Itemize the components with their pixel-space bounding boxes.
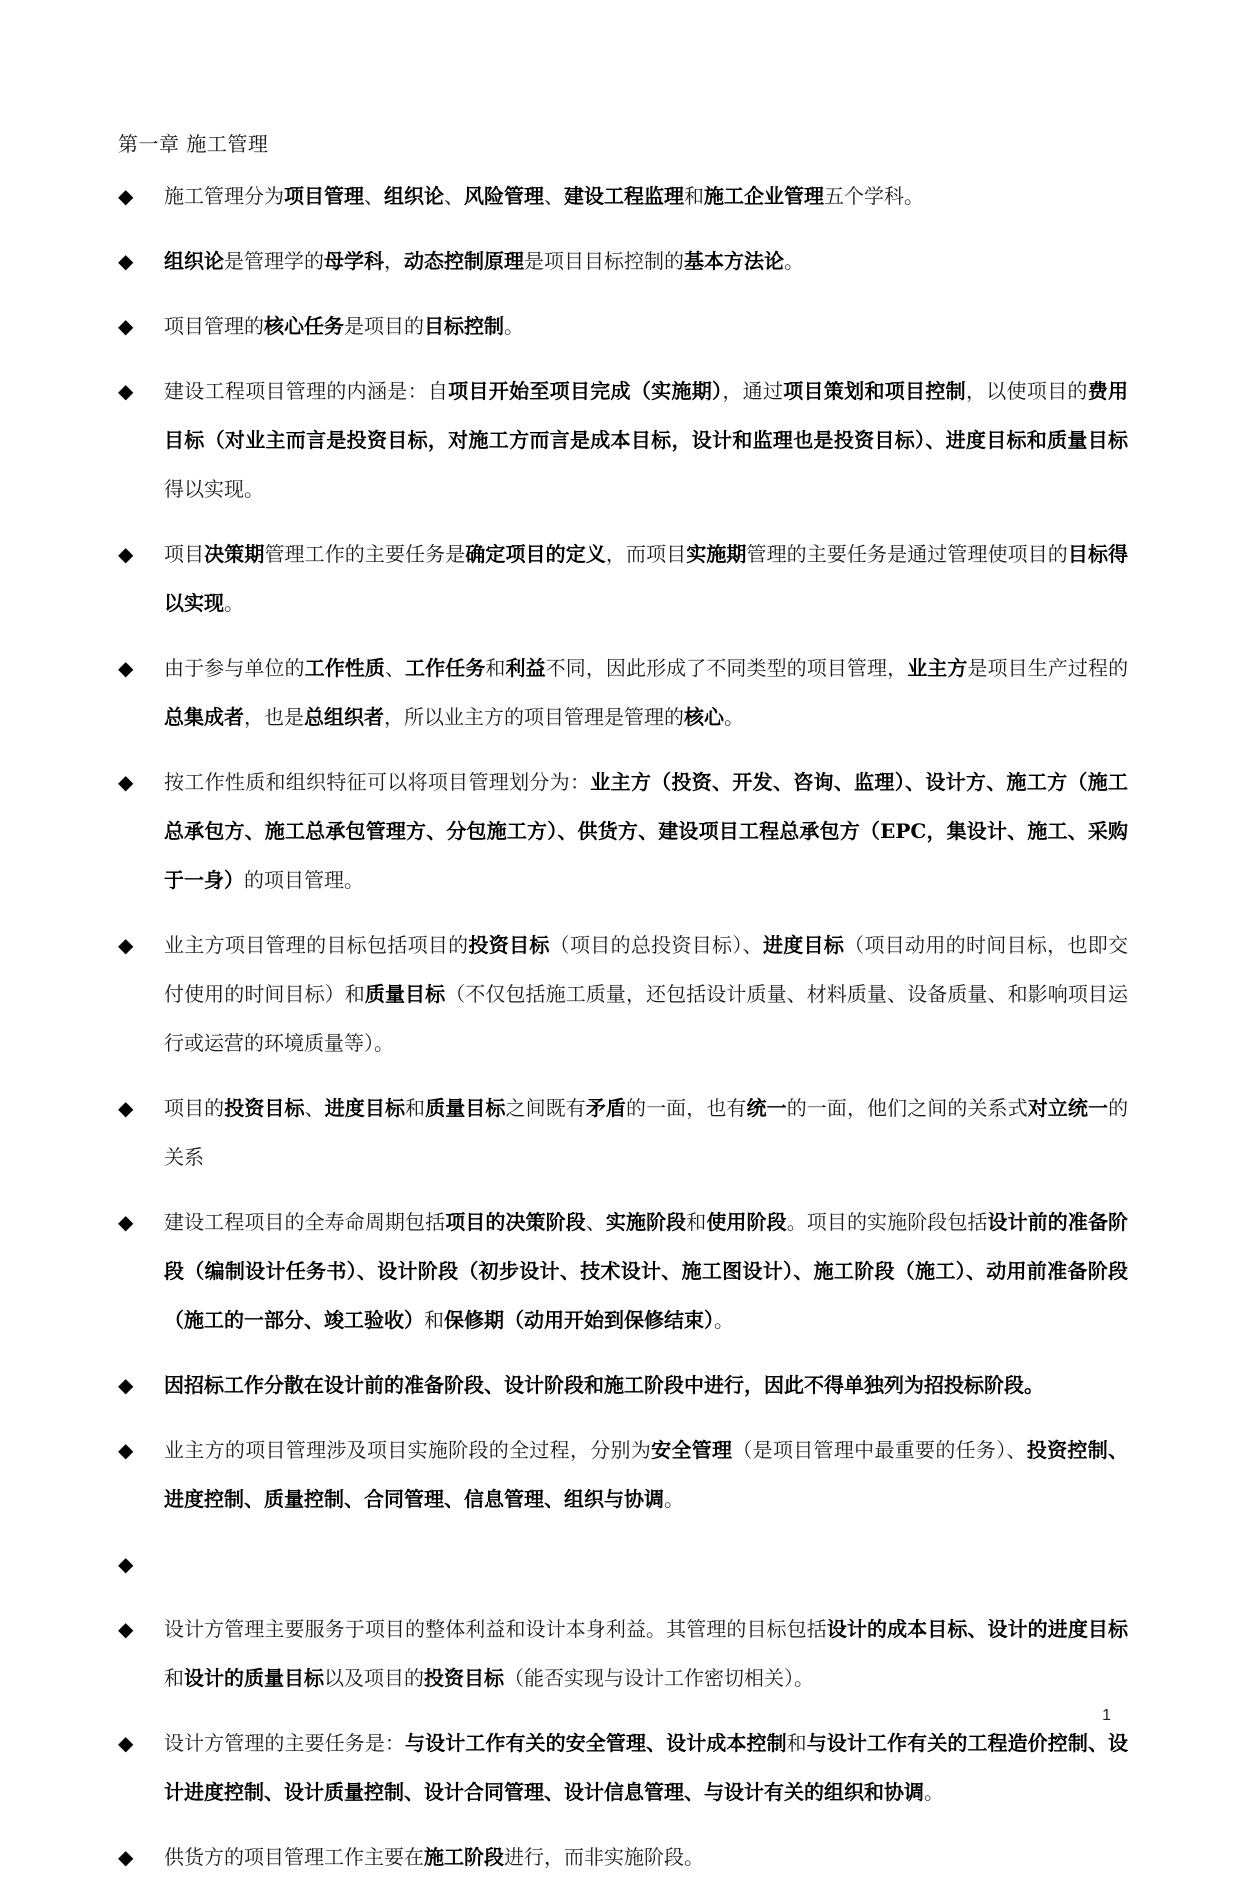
diamond-bullet-icon: ◆: [118, 656, 134, 680]
bold-text: 设计的成本目标、设计的进度目标: [826, 1617, 1129, 1641]
bold-text: 组织论: [384, 184, 444, 208]
diamond-bullet-icon: ◆: [118, 1617, 134, 1641]
text: 是项目的: [344, 314, 424, 338]
bold-text: 项目管理: [284, 184, 364, 208]
text: 、: [585, 1210, 606, 1234]
bold-text: 矛盾: [585, 1096, 626, 1120]
text: 以及项目的: [324, 1666, 424, 1690]
text: 。: [784, 249, 804, 273]
bullet-item: [118, 1426, 1128, 1524]
bold-text: 投资目标: [224, 1096, 305, 1120]
diamond-bullet-icon: ◆: [118, 933, 134, 957]
diamond-bullet-icon: ◆: [118, 1731, 134, 1755]
text: 的一面，他们之间的关系式: [786, 1096, 1028, 1120]
text: 是项目生产过程的: [967, 656, 1129, 680]
text: （能否实现与设计工作密切相关）。: [504, 1666, 814, 1690]
bold-text: 实施期: [686, 542, 747, 566]
text: ，以使项目的: [965, 379, 1088, 403]
bold-text: 施工阶段: [424, 1845, 504, 1869]
bold-text: 进度目标: [324, 1096, 406, 1120]
text: 。: [664, 1487, 684, 1511]
bold-text: 总组织者: [304, 705, 384, 729]
bullet-item: [118, 1198, 1128, 1345]
text: 和: [684, 184, 704, 208]
bold-text: 业主方（投资、开发、咨询、监理）、设计方、施工方（施工总承包方、施工总承包管理方、分包施工方）、供货方、建设项目工程总承包方（EPC，集设计、施工、采购于一身）: [164, 770, 1129, 892]
bullet-item: [118, 530, 1128, 628]
text: 、: [444, 184, 464, 208]
bold-text: 业主方: [907, 656, 968, 680]
text: 和: [686, 1210, 707, 1234]
bold-text: 质量目标: [425, 1096, 506, 1120]
text: 按工作性质和组织特征可以将项目管理划分为：: [164, 770, 591, 794]
text: 的一面，也有: [626, 1096, 747, 1120]
text: 是管理学的: [224, 249, 324, 273]
text: 五个学科。: [824, 184, 924, 208]
bold-text: 确定项目的定义: [465, 542, 606, 566]
text: （项目动用的时间目标，也即交付使用的时间目标）和: [164, 933, 1129, 1006]
bold-text: 基本方法论: [684, 249, 784, 273]
text: ，而项目: [605, 542, 687, 566]
text: 和: [164, 1666, 184, 1690]
bold-text: 项目开始至项目完成（实施期）: [448, 379, 723, 403]
diamond-bullet-icon: ◆: [118, 1210, 134, 1234]
bold-text: 目标得以实现: [164, 542, 1129, 615]
bold-text: 核心: [684, 705, 724, 729]
bold-text: 决策期: [204, 542, 265, 566]
text: 。: [224, 591, 244, 615]
text: 项目管理的: [164, 314, 264, 338]
text: 是项目目标控制的: [524, 249, 684, 273]
bullet-item: [118, 921, 1128, 1068]
text: 建设工程项目的全寿命周期包括: [164, 1210, 446, 1234]
diamond-bullet-icon: ◆: [118, 184, 134, 208]
bullet-item: [118, 1605, 1128, 1703]
text: 业主方项目管理的目标包括项目的: [164, 933, 469, 957]
text: 。项目的实施阶段包括: [786, 1210, 988, 1234]
bold-text: 进度目标: [762, 933, 845, 957]
text: 业主方的项目管理涉及项目实施阶段的全过程，分别为: [164, 1438, 652, 1462]
bold-text: 安全管理: [651, 1438, 733, 1462]
bold-text: 利益: [505, 656, 546, 680]
chapter-title: 第一章 施工管理: [118, 132, 269, 156]
text: 。: [714, 1308, 734, 1332]
text: 不同，因此形成了不同类型的项目管理，: [545, 656, 908, 680]
bold-text: 项目策划和项目控制: [783, 379, 966, 403]
text: 项目: [164, 542, 205, 566]
text: （不仅包括施工质量，还包括设计质量、材料质量、设备质量、和影响项目运行或运营的环境质量等）。: [164, 982, 1129, 1055]
diamond-bullet-icon: ◆: [118, 1438, 134, 1462]
bullet-item: [118, 758, 1128, 905]
text: 。: [924, 1780, 944, 1804]
text: （是项目管理中最重要的任务）、: [732, 1438, 1027, 1462]
bold-text: 项目的决策阶段: [445, 1210, 586, 1234]
bullet-item: [118, 1084, 1128, 1182]
text: （项目的总投资目标）、: [549, 933, 763, 957]
bold-text: 建设工程监理: [564, 184, 684, 208]
text: 管理工作的主要任务是: [264, 542, 466, 566]
text: 进行，而非实施阶段。: [504, 1845, 704, 1869]
text: 和: [424, 1308, 444, 1332]
text: ，也是: [244, 705, 304, 729]
bold-text: 目标控制: [424, 314, 504, 338]
bold-text: 设计前的准备阶段（编制设计任务书）、设计阶段（初步设计、技术设计、施工图设计）、施工阶段（施工）、动用前准备阶段（施工的一部分、竣工验收）: [164, 1210, 1129, 1332]
bold-text: 统一: [746, 1096, 787, 1120]
bullet-item: [118, 1361, 1128, 1410]
diamond-bullet-icon: ◆: [118, 1373, 134, 1397]
text: 、: [364, 184, 384, 208]
diamond-bullet-icon: ◆: [118, 770, 134, 794]
text: 、: [384, 656, 406, 680]
bold-text: 保修期（动用开始到保修结束）: [444, 1308, 714, 1332]
bold-text: 对立统一: [1027, 1096, 1109, 1120]
text: 、: [304, 1096, 325, 1120]
text: 的关系: [164, 1096, 1129, 1169]
diamond-bullet-icon: ◆: [118, 542, 134, 566]
bold-text: 因招标工作分散在设计前的准备阶段、设计阶段和施工阶段中进行，因此不得单独列为招投标阶段。: [164, 1373, 1044, 1397]
bullet-item: [118, 1833, 1128, 1882]
text: 和: [405, 1096, 426, 1120]
bold-text: 工作性质: [304, 656, 385, 680]
text: 、: [544, 184, 564, 208]
diamond-bullet-icon: ◆: [118, 1845, 134, 1869]
text: 由于参与单位的: [164, 656, 305, 680]
bullet-list: [118, 172, 1128, 1898]
text: 建设工程项目管理的内涵是：自: [164, 379, 449, 403]
bold-text: 与设计工作有关的安全管理、设计成本控制: [405, 1731, 787, 1755]
text: 。: [724, 705, 744, 729]
diamond-bullet-icon: ◆: [118, 249, 134, 273]
bold-text: 费用目标（对业主而言是投资目标，对施工方而言是成本目标，设计和监理也是投资目标）、进度目标和质量目标: [164, 379, 1129, 452]
bullet-item: [118, 1719, 1128, 1817]
diamond-bullet-icon: ◆: [118, 1552, 134, 1576]
bold-text: 投资目标: [468, 933, 550, 957]
bold-text: 质量目标: [364, 982, 446, 1006]
text: ，: [384, 249, 404, 273]
bold-text: 总集成者: [164, 705, 244, 729]
text: ，通过: [722, 379, 784, 403]
bold-text: 组织论: [164, 249, 224, 273]
bullet-item: [118, 367, 1128, 514]
bold-text: 与设计工作有关的工程造价控制、设计进度控制、设计质量控制、设计合同管理、设计信息管理、与设计有关的组织和协调: [164, 1731, 1129, 1804]
bullet-item: [118, 1540, 1128, 1589]
text: 管理的主要任务是通过管理使项目的: [746, 542, 1068, 566]
bullet-item: [118, 172, 1128, 221]
text: 的项目管理。: [244, 868, 364, 892]
text: 施工管理分为: [164, 184, 284, 208]
text: 和: [485, 656, 506, 680]
diamond-bullet-icon: ◆: [118, 314, 134, 338]
bold-text: 使用阶段: [706, 1210, 787, 1234]
bold-text: 投资目标: [424, 1666, 504, 1690]
bullet-item: [118, 302, 1128, 351]
text: 。: [504, 314, 524, 338]
bullet-item: [118, 237, 1128, 286]
diamond-bullet-icon: ◆: [118, 1096, 134, 1120]
bold-text: 动态控制原理: [404, 249, 524, 273]
bold-text: 投资控制、进度控制、质量控制、合同管理、信息管理、组织与协调: [164, 1438, 1129, 1511]
text: ，所以业主方的项目管理是管理的: [384, 705, 684, 729]
page-number: 1: [1102, 1707, 1111, 1724]
text: 设计方管理的主要任务是：: [164, 1731, 406, 1755]
bold-text: 工作任务: [405, 656, 486, 680]
text: 之间既有: [505, 1096, 586, 1120]
diamond-bullet-icon: ◆: [118, 379, 134, 403]
bold-text: 风险管理: [464, 184, 544, 208]
text: 供货方的项目管理工作主要在: [164, 1845, 424, 1869]
bold-text: 核心任务: [264, 314, 344, 338]
bold-text: 实施阶段: [605, 1210, 687, 1234]
text: 得以实现。: [164, 477, 264, 501]
text: 设计方管理主要服务于项目的整体利益和设计本身利益。其管理的目标包括: [164, 1617, 827, 1641]
bold-text: 母学科: [324, 249, 384, 273]
bullet-item: [118, 644, 1128, 742]
bold-text: 设计的质量目标: [184, 1666, 324, 1690]
text: 和: [786, 1731, 807, 1755]
text: 项目的: [164, 1096, 225, 1120]
bold-text: 施工企业管理: [704, 184, 824, 208]
